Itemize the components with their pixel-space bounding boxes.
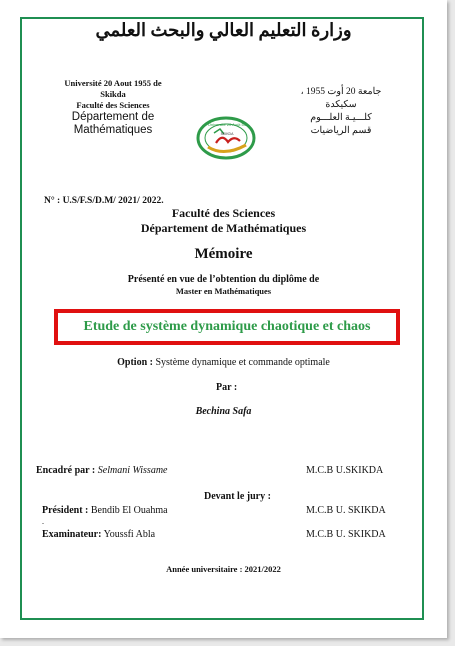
supervisor-row <box>36 465 167 476</box>
academic-year: Année universitaire : 2021/2022 <box>166 564 281 574</box>
par-label: Par : <box>216 382 238 393</box>
logo-arc-text: Université 20 Août 55 <box>207 122 247 127</box>
university-info-french <box>54 78 172 137</box>
option-label: Option : <box>117 357 153 368</box>
separator-dot: . <box>42 517 44 526</box>
jury-heading: Devant le jury : <box>204 491 271 502</box>
faculty-name-small: Faculté des Sciences <box>76 100 150 110</box>
university-name-line1: Université 20 Aout 1955 de <box>64 78 162 88</box>
logo-small-text: SKIKDA <box>220 132 234 136</box>
department-line2: Mathématiques <box>73 124 153 136</box>
department-heading: Département de Mathématiques <box>140 221 307 235</box>
arabic-faculty: كلـــيـة العلـــوم <box>310 113 372 123</box>
examiner-label: Examinateur: <box>42 529 102 540</box>
president-name: Bendib El Ouahma <box>88 505 168 516</box>
faculty-heading: Faculté des Sciences <box>171 206 276 220</box>
examiner-row <box>42 529 155 540</box>
examiner-name: Youssfi Abla <box>101 529 156 540</box>
ministry-title-arabic: وزارة التعليم العالي والبحث العلمي <box>95 20 352 40</box>
supervisor-label: Encadré par : <box>36 465 96 476</box>
examiner-grade: M.C.B U. SKIKDA <box>306 529 386 540</box>
arabic-university-line2: سكيكدة <box>325 100 357 110</box>
university-name-line2: Skikda <box>100 89 126 99</box>
university-info-arabic <box>286 86 396 138</box>
president-label: Président : <box>42 505 89 516</box>
memoire-heading: Mémoire <box>194 246 253 262</box>
university-logo <box>194 115 262 163</box>
presented-line1: Présenté en vue de l’obtention du diplôme de <box>127 274 320 285</box>
supervisor-grade: M.C.B U.SKIKDA <box>306 465 384 476</box>
department-line1: Département de <box>71 111 155 123</box>
arabic-university-line1: جامعة 20 أوت 1955 ، <box>300 87 382 97</box>
thesis-title-box <box>54 309 400 345</box>
author-name: Bechina Safa <box>195 406 252 417</box>
presented-line2: Master en Mathématiques <box>175 286 272 296</box>
option-value: Système dynamique et commande optimale <box>152 357 330 368</box>
reference-number: N° : U.S/F.S/D.M/ 2021/ 2022. <box>44 196 164 206</box>
arabic-department: قسم الرياضيات <box>310 126 372 136</box>
option-line <box>0 357 447 368</box>
thesis-title: Etude de système dynamique chaotique et chaos <box>83 319 371 334</box>
president-grade: M.C.B U. SKIKDA <box>306 505 386 516</box>
supervisor-name: Selmani Wissame <box>95 465 168 476</box>
president-row <box>42 505 168 516</box>
